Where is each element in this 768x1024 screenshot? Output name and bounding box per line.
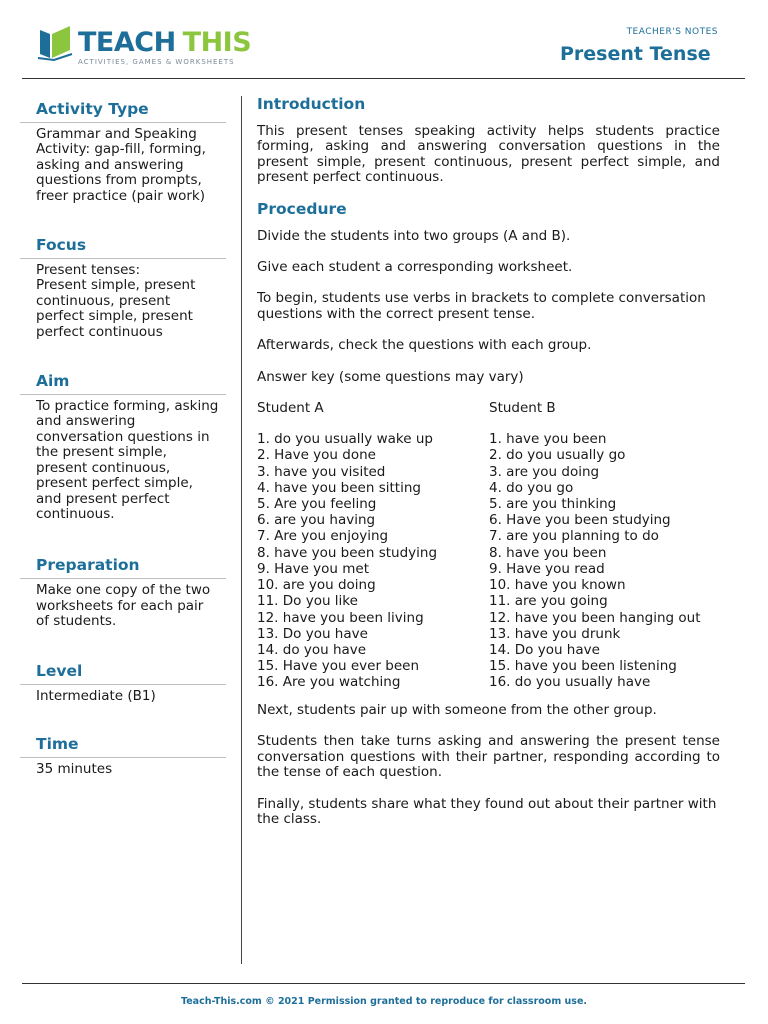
- answer-item: 3. have you visited: [257, 463, 386, 480]
- aim-text: To practice forming, asking and answering conversation questions in the present simple, present continuous, present perfect simple, and present perfect continuous.: [36, 398, 219, 522]
- answer-item: 15. have you been listening: [489, 658, 677, 675]
- answer-item: 16. do you usually have: [489, 674, 651, 691]
- student-a-heading: Student A: [257, 400, 324, 417]
- procedure-heading: Procedure: [257, 199, 347, 218]
- answer-item: 16. Are you watching: [257, 674, 401, 691]
- activity-type-heading: Activity Type: [36, 100, 149, 118]
- answer-item: 10. have you known: [489, 577, 626, 594]
- main-content: [257, 94, 720, 828]
- activity-type-section: [20, 98, 226, 204]
- answer-key: [257, 400, 720, 691]
- time-heading: Time: [36, 734, 79, 753]
- answer-item: 13. have you drunk: [489, 625, 621, 642]
- page-title: Present Tense: [560, 43, 711, 65]
- answer-key-label: Answer key (some questions may vary): [257, 368, 524, 385]
- aim-heading: Aim: [36, 372, 70, 391]
- section-divider: [20, 757, 226, 758]
- answer-item: 7. Are you enjoying: [257, 528, 389, 545]
- answer-item: 13. Do you have: [257, 625, 368, 642]
- procedure-step: Give each student a corresponding worksheet.: [257, 259, 573, 276]
- answer-item: 1. do you usually wake up: [257, 431, 433, 448]
- answer-item: 8. have you been: [489, 544, 607, 561]
- answer-item: 12. have you been hanging out: [489, 609, 701, 626]
- answer-item: 12. have you been living: [257, 609, 424, 626]
- time-section: [20, 733, 226, 777]
- answer-item: 14. do you have: [257, 641, 367, 658]
- answer-item: 5. Are you feeling: [257, 496, 377, 513]
- activity-type-text: Grammar and Speaking Activity: gap-fill, forming, asking and answering questions from prompts, freer practice (pair work): [36, 126, 206, 204]
- preparation-section: [20, 554, 226, 629]
- answer-item: 2. do you usually go: [489, 447, 626, 464]
- answer-item: 15. Have you ever been: [257, 658, 420, 675]
- teach-this-logo[interactable]: [36, 22, 252, 72]
- footer-divider: [22, 983, 745, 984]
- aim-section: [20, 370, 226, 522]
- procedure-step: Next, students pair up with someone from the other group.: [257, 702, 657, 719]
- focus-heading: Focus: [36, 236, 87, 255]
- level-heading: Level: [36, 661, 83, 680]
- focus-section: [20, 234, 226, 340]
- level-section: [20, 660, 226, 704]
- logo-tagline: ACTIVITIES, GAMES & WORKSHEETS: [78, 58, 235, 66]
- logo-this-text: THIS: [182, 27, 252, 58]
- time-text: 35 minutes: [36, 760, 113, 777]
- student-b-heading: Student B: [489, 400, 556, 417]
- logo-wordmark: [78, 28, 251, 58]
- section-divider: [20, 394, 226, 395]
- answer-item: 11. Do you like: [257, 593, 358, 610]
- student-b-list: [489, 431, 729, 690]
- level-text: Intermediate (B1): [36, 687, 156, 704]
- answer-item: 2. Have you done: [257, 447, 376, 464]
- page-header: [0, 0, 768, 80]
- book-icon: [36, 24, 76, 62]
- column-divider: [241, 96, 242, 964]
- footer-copyright: Teach-This.com © 2021 Permission granted to reproduce for classroom use.: [181, 996, 587, 1007]
- logo-teach-text: TEACH: [78, 27, 176, 58]
- student-a-column: [257, 400, 487, 690]
- section-divider: [20, 258, 226, 259]
- focus-text: Present tenses: Present simple, present continuous, present perfect simple, present perfect continuous: [36, 262, 196, 340]
- procedure-step: Finally, students share what they found out about their partner with the class.: [257, 795, 717, 828]
- title-underline-decoration: [560, 66, 600, 69]
- preparation-text: Make one copy of the two worksheets for each pair of students.: [36, 582, 211, 630]
- answer-item: 3. are you doing: [489, 463, 600, 480]
- answer-item: 5. are you thinking: [489, 496, 617, 513]
- answer-item: 9. Have you read: [489, 560, 605, 577]
- answer-item: 4. have you been sitting: [257, 479, 421, 496]
- answer-item: 1. have you been: [489, 431, 607, 448]
- answer-item: 6. are you having: [257, 512, 376, 529]
- answer-item: 4. do you go: [489, 479, 574, 496]
- student-a-list: [257, 431, 487, 690]
- answer-item: 11. are you going: [489, 593, 608, 610]
- header-divider: [22, 78, 745, 79]
- procedure-step: Divide the students into two groups (A and B).: [257, 227, 571, 244]
- introduction-heading: Introduction: [257, 95, 366, 113]
- procedure-step: Afterwards, check the questions with each group.: [257, 337, 592, 354]
- sidebar: [20, 98, 226, 777]
- student-b-column: [489, 400, 729, 690]
- answer-item: 7. are you planning to do: [489, 528, 659, 545]
- answer-item: 9. Have you met: [257, 560, 370, 577]
- preparation-heading: Preparation: [36, 556, 140, 575]
- answer-item: 8. have you been studying: [257, 544, 438, 561]
- section-divider: [20, 122, 226, 123]
- procedure-step: To begin, students use verbs in brackets to complete conversation questions with the correct present tense.: [257, 290, 706, 322]
- procedure-step: Students then take turns asking and answering the present tense conversation questions with their partner, responding according to the tense of each question.: [257, 733, 720, 781]
- answer-item: 14. Do you have: [489, 641, 600, 658]
- introduction-text: This present tenses speaking activity helps students practice forming, asking and answering conversation questions in the present simple, present continuous, present perfect simple, and present perfect continuous.: [257, 123, 720, 186]
- teachers-notes-label: TEACHER'S NOTES: [626, 27, 718, 37]
- answer-item: 6. Have you been studying: [489, 512, 671, 529]
- section-divider: [20, 684, 226, 685]
- section-divider: [20, 578, 226, 579]
- answer-item: 10. are you doing: [257, 577, 376, 594]
